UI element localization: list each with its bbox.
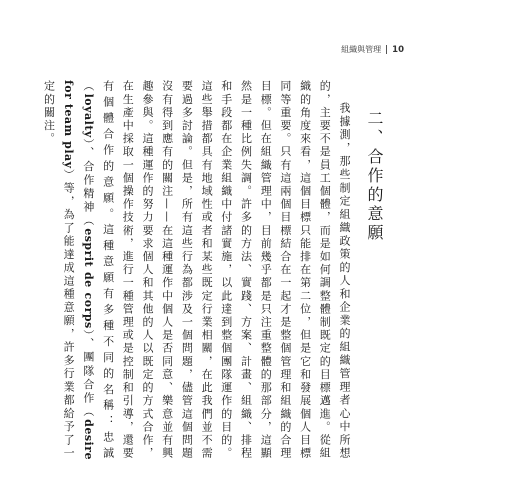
page-number: 10	[392, 44, 404, 55]
term-desire-for-team-play: desire for team play	[62, 80, 95, 460]
paragraph-text-3: ）、團隊合作（	[81, 328, 95, 420]
term-loyalty: loyalty	[81, 93, 95, 138]
paragraph-text-4: ）等，為了能達成這種意願，許多行業都給予了一定的關注。	[42, 80, 76, 460]
section-heading: 二、合作的意願	[365, 110, 384, 243]
page-body	[39, 80, 394, 460]
book-title: 組織與管理	[341, 45, 382, 54]
header-divider	[386, 45, 387, 54]
term-esprit-de-corps: esprit de corps	[81, 228, 95, 329]
paragraph-text-2: ）、合作精神（	[81, 137, 95, 229]
running-header	[341, 44, 404, 55]
body-paragraph	[39, 80, 354, 460]
paragraph-text-1: 我據測，那些制定組織政策的人和企業的組織管理者心中所想的，主要不是員工個體，而是如何調整體制既定的目標邁進。從組織的角度來看，這個目標只能排在第二位，但是它和發展個人目標同等重要。只有這兩個目標結合在一起才是整個管理和組織的合理目標。但在組織管理中，目前幾乎都是只注重整體的那部分，這顯然是一種比例失調。許多的方法、實踐、方案、計畫、組織、排程和手段都在企業組織中付諸實施，以此達到整個團隊運作的目的。這些舉措都具有地域性或者和某些既定行業相關，在此我們並不需要過多討論。但是，所有這些行為都涉及一個問題，儘管這個問題沒有得到應有的關注——在這種運作中個人是否同意、樂意並有興趣參與。這種運作的努力要求個人和其他的人以既定的方式合作，在生產中採取一個操作技術，進行一種管理或是控制和引導，還要有個體合作的意願。這種意願有多種不同的名稱：忠誠（	[81, 80, 351, 460]
